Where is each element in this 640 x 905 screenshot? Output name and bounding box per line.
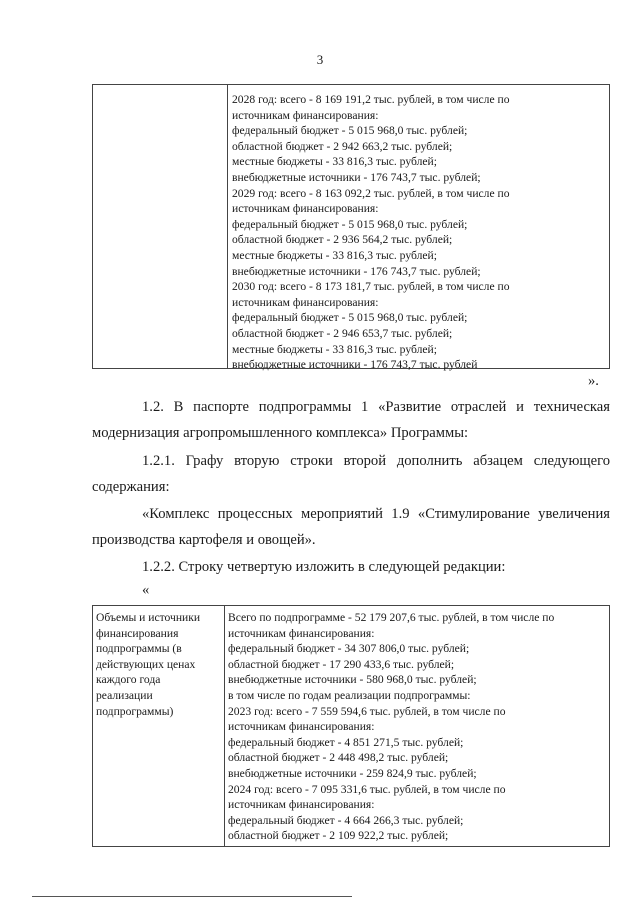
table-financing-cell <box>228 610 554 844</box>
paragraph-1-2-1-line-1: 1.2.1. Графу вторую строки второй дополнить абзацем следующего <box>142 453 610 469</box>
table-line: внебюджетные источники - 580 968,0 тыс. рублей; <box>228 673 477 687</box>
table-header-line: подпрограммы) <box>96 704 174 718</box>
table-line: областной бюджет - 2 936 564,2 тыс. рублей; <box>232 233 453 247</box>
table-line: 2028 год: всего - 8 169 191,2 тыс. рублей, в том числе по <box>232 93 510 106</box>
table-line: 2030 год: всего - 8 173 181,7 тыс. рублей, в том числе по <box>232 280 510 294</box>
table-line: областной бюджет - 2 942 663,2 тыс. рублей; <box>232 139 453 153</box>
table-line: федеральный бюджет - 4 851 271,5 тыс. рублей; <box>228 735 464 749</box>
footer-rule <box>32 896 352 897</box>
table-line: внебюджетные источники - 176 743,7 тыс. рублей <box>232 358 478 372</box>
table-line: источникам финансирования: <box>228 798 375 812</box>
table-line: федеральный бюджет - 5 015 968,0 тыс. рублей; <box>232 311 468 325</box>
table-line: Всего по подпрограмме - 52 179 207,6 тыс. рублей, в том числе по <box>228 611 555 624</box>
table-line: местные бюджеты - 33 816,3 тыс. рублей; <box>232 342 437 356</box>
table-line: 2029 год: всего - 8 163 092,2 тыс. рублей, в том числе по <box>232 186 510 200</box>
table-header-line: финансирования <box>96 626 179 640</box>
paragraph-1-2-2: 1.2.2. Строку четвертую изложить в следующей редакции: <box>142 559 506 575</box>
table-column-divider <box>224 606 225 846</box>
top-table-financing-cell <box>232 92 510 373</box>
table-line: внебюджетные источники - 259 824,9 тыс. рублей; <box>228 766 477 780</box>
table-line: областной бюджет - 2 946 653,7 тыс. рублей; <box>232 326 453 340</box>
table-header-line: действующих ценах <box>96 657 196 671</box>
table-line: федеральный бюджет - 5 015 968,0 тыс. рублей; <box>232 124 468 138</box>
table-line: источникам финансирования: <box>228 720 375 734</box>
table-line: областной бюджет - 2 109 922,2 тыс. рублей; <box>228 829 449 843</box>
table-header-line: подпрограммы (в <box>96 642 182 656</box>
table-line: внебюджетные источники - 176 743,7 тыс. рублей; <box>232 264 481 278</box>
paragraph-complex-line-1: «Комплекс процессных мероприятий 1.9 «Стимулирование увеличения <box>142 506 610 522</box>
opening-quote-mark: « <box>142 582 150 598</box>
table-line: федеральный бюджет - 5 015 968,0 тыс. рублей; <box>232 217 468 231</box>
table-line: внебюджетные источники - 176 743,7 тыс. рублей; <box>232 170 481 184</box>
table-header-line: Объемы и источники <box>96 611 201 624</box>
table-line: местные бюджеты - 33 816,3 тыс. рублей; <box>232 248 437 262</box>
table-row-header-cell <box>96 610 200 719</box>
table-line: местные бюджеты - 33 816,3 тыс. рублей; <box>232 155 437 169</box>
table-line: источникам финансирования: <box>232 295 379 309</box>
table-line: 2023 год: всего - 7 559 594,6 тыс. рублей, в том числе по <box>228 704 506 718</box>
table-header-line: реализации <box>96 688 153 702</box>
table-line: федеральный бюджет - 34 307 806,0 тыс. рублей; <box>228 642 470 656</box>
table-line: областной бюджет - 17 290 433,6 тыс. рублей; <box>228 657 455 671</box>
paragraph-1-2-line-2: модернизация агропромышленного комплекса» Программы: <box>92 425 469 441</box>
table-line: источникам финансирования: <box>228 626 375 640</box>
table-line: источникам финансирования: <box>232 202 379 216</box>
table-header-line: каждого года <box>96 673 161 687</box>
table-line: областной бюджет - 2 448 498,2 тыс. рублей; <box>228 751 449 765</box>
closing-quote-mark: ». <box>588 373 599 389</box>
table-line: источникам финансирования: <box>232 108 379 122</box>
page-number: 3 <box>316 52 324 67</box>
table-column-divider <box>227 85 228 368</box>
paragraph-1-2-line-1: 1.2. В паспорте подпрограммы 1 «Развитие отраслей и техническая <box>142 399 610 415</box>
table-line: в том числе по годам реализации подпрограммы: <box>228 688 471 702</box>
table-line: федеральный бюджет - 4 664 266,3 тыс. рублей; <box>228 813 464 827</box>
table-line: 2024 год: всего - 7 095 331,6 тыс. рублей, в том числе по <box>228 782 506 796</box>
paragraph-complex-line-2: производства картофеля и овощей». <box>92 532 316 548</box>
paragraph-1-2-1-line-2: содержания: <box>92 479 170 495</box>
